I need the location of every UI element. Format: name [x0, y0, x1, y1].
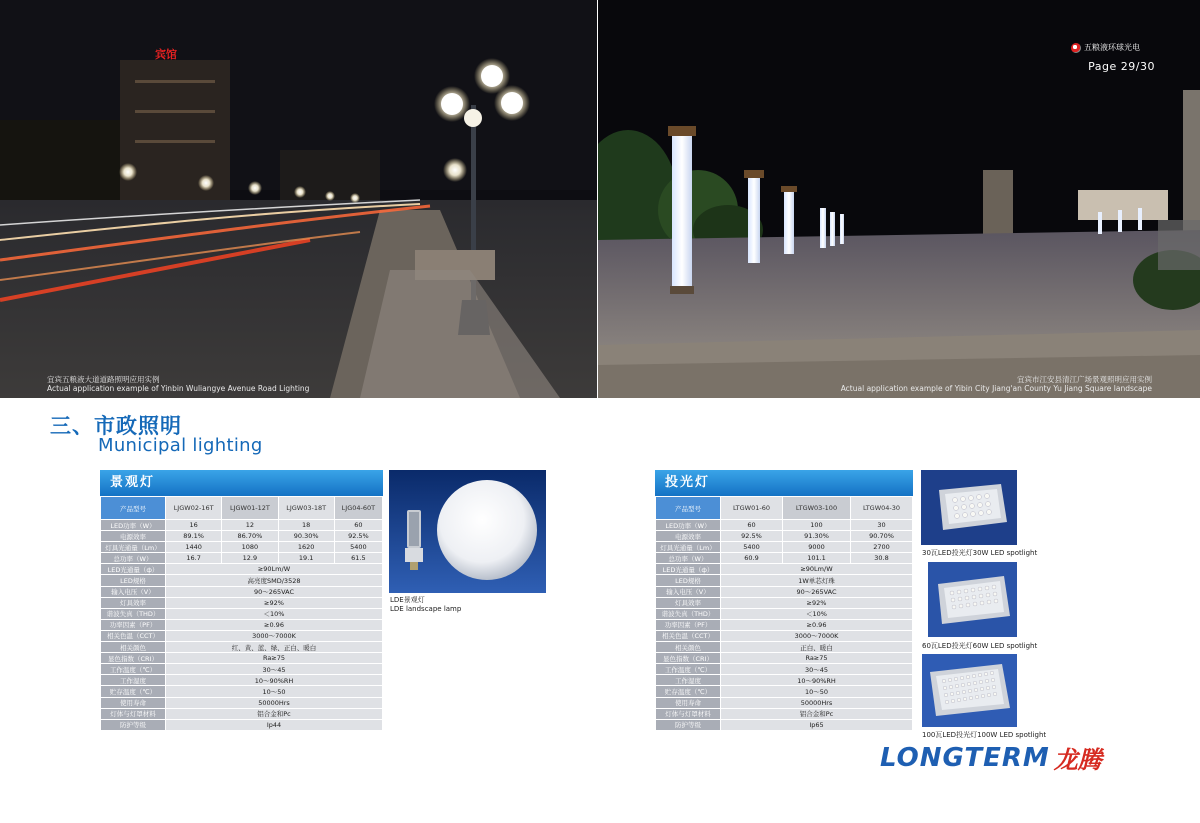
model-cell: LJGW02-16T [166, 497, 222, 520]
row-value: 5400 [334, 542, 382, 553]
row-value: 10～50 [166, 686, 383, 697]
row-label: 灯体与灯罩材料 [101, 708, 166, 719]
table-row [101, 686, 383, 697]
spotlight-30w-image [921, 470, 1017, 545]
header-brand [1071, 42, 1140, 53]
table-row [656, 542, 913, 553]
model-cell: LJGW01-12T [222, 497, 278, 520]
hotel-sign: 宾馆 [155, 48, 177, 61]
right-caption-en: Actual application example of Yibin City Jiang'an County Yu Jiang Square landscape [840, 384, 1152, 393]
model-cell: LJG04-60T [334, 497, 382, 520]
row-value: 90～265VAC [721, 586, 913, 597]
table-row [101, 531, 383, 542]
row-label: 总功率（W） [656, 553, 721, 564]
table-row [656, 619, 913, 630]
spotlight-60w-image [928, 562, 1017, 637]
row-value: 高亮度SMD/3528 [166, 575, 383, 586]
landscape-lamp-caption-en: LDE landscape lamp [390, 605, 462, 613]
logo-text-cn: 龙腾 [1053, 746, 1102, 774]
row-value: 90～265VAC [166, 586, 383, 597]
row-value: 90.70% [851, 531, 913, 542]
row-value: 30 [851, 520, 913, 531]
left-photo-caption [47, 375, 309, 393]
row-label: 工作温度（℃） [101, 664, 166, 675]
table-row [656, 597, 913, 608]
row-value: ＜10% [721, 608, 913, 619]
model-label-cell: 产品型号 [101, 497, 166, 520]
right-caption-cn: 宜宾市江安县清江广场景观照明应用实例 [1017, 375, 1152, 384]
row-value: 30～45 [721, 664, 913, 675]
row-label: LED功率（W） [101, 520, 166, 531]
row-value: 5400 [721, 542, 783, 553]
row-label: 防护等级 [101, 719, 166, 730]
row-label: 功率因素（PF） [656, 619, 721, 630]
row-value: 10～50 [721, 686, 913, 697]
row-label: 谐波失真（THD） [656, 608, 721, 619]
row-value: 3000～7000K [721, 630, 913, 641]
row-label: LED光通量（ф） [656, 564, 721, 575]
table-row [101, 564, 383, 575]
row-value: Ra≥75 [166, 653, 383, 664]
right-photo-caption [841, 375, 1152, 393]
row-label: 电源效率 [101, 531, 166, 542]
row-value: 正白、暖白 [721, 642, 913, 653]
spotlight-60w-caption: 60瓦LED投光灯60W LED spotlight [922, 642, 1038, 650]
row-value: 50000Hrs [721, 697, 913, 708]
row-label: 显色指数（CRI） [101, 653, 166, 664]
section-subtitle: Municipal lighting [98, 435, 263, 456]
row-value: 30～45 [166, 664, 383, 675]
row-value: 92.5% [721, 531, 783, 542]
row-value: 1W单芯灯珠 [721, 575, 913, 586]
row-value: 92.5% [334, 531, 382, 542]
table-row [101, 597, 383, 608]
model-cell: LTGW04-30 [851, 497, 913, 520]
row-value: 30.8 [851, 553, 913, 564]
row-value: ≥0.96 [721, 619, 913, 630]
model-row [101, 497, 383, 520]
table-row [656, 553, 913, 564]
row-label: 输入电压（V） [656, 586, 721, 597]
table-row [656, 575, 913, 586]
row-value: 红、黄、蓝、绿、正白、暖白 [166, 642, 383, 653]
brand-logo-icon [1071, 43, 1081, 53]
table-row [101, 653, 383, 664]
table-row [101, 575, 383, 586]
row-label: 灯具光通量（Lm） [101, 542, 166, 553]
row-value: ≥0.96 [166, 619, 383, 630]
row-value: Ra≥75 [721, 653, 913, 664]
row-label: 灯具光通量（Lm） [656, 542, 721, 553]
row-value: 91.30% [782, 531, 850, 542]
row-label: 使用寿命 [656, 697, 721, 708]
road-lighting-photo [0, 0, 597, 398]
row-value: 1440 [166, 542, 222, 553]
row-value: Ip44 [166, 719, 383, 730]
table-row [101, 642, 383, 653]
section-title: 三、市政照明 [50, 414, 182, 438]
spotlight-table-title: 投光灯 [655, 470, 913, 496]
table-row [101, 708, 383, 719]
row-label: 灯具效率 [101, 597, 166, 608]
row-value: ≥90Lm/W [721, 564, 913, 575]
row-value: 2700 [851, 542, 913, 553]
table-row [101, 664, 383, 675]
row-value: 89.1% [166, 531, 222, 542]
row-value: 50000Hrs [166, 697, 383, 708]
row-label: 显色指数（CRI） [656, 653, 721, 664]
table-row [656, 697, 913, 708]
left-caption-cn: 宜宾五粮液大道道路照明应用实例 [47, 375, 160, 384]
longterm-logo [880, 740, 1102, 775]
spotlight-100w-image [922, 654, 1017, 727]
row-value: 61.5 [334, 553, 382, 564]
table-row [656, 686, 913, 697]
row-value: ≥90Lm/W [166, 564, 383, 575]
landscape-lamp-table-title: 景观灯 [100, 470, 383, 496]
spotlight-100w-caption: 100瓦LED投光灯100W LED spotlight [922, 731, 1047, 739]
table-row [656, 586, 913, 597]
table-row [656, 531, 913, 542]
table-row [101, 520, 383, 531]
row-label: LED规格 [101, 575, 166, 586]
row-label: 工作湿度 [656, 675, 721, 686]
table-row [101, 630, 383, 641]
row-value: 60.9 [721, 553, 783, 564]
row-value: 19.1 [278, 553, 334, 564]
table-row [656, 653, 913, 664]
row-label: 灯体与灯罩材料 [656, 708, 721, 719]
model-label-cell: 产品型号 [656, 497, 721, 520]
table-row [656, 520, 913, 531]
row-value: 101.1 [782, 553, 850, 564]
table-row [101, 675, 383, 686]
row-label: 使用寿命 [101, 697, 166, 708]
table-row [101, 697, 383, 708]
model-cell: LJGW03-18T [278, 497, 334, 520]
row-label: 谐波失真（THD） [101, 608, 166, 619]
model-cell: LTGW01-60 [721, 497, 783, 520]
row-value: 10～90%RH [721, 675, 913, 686]
model-row [656, 497, 913, 520]
row-value: 100 [782, 520, 850, 531]
row-label: 电源效率 [656, 531, 721, 542]
table-row [101, 608, 383, 619]
row-value: 90.30% [278, 531, 334, 542]
row-value: ≥92% [721, 597, 913, 608]
table-row [101, 553, 383, 564]
row-label: 相关颜色 [656, 642, 721, 653]
row-label: 贮存温度（℃） [656, 686, 721, 697]
row-value: ＜10% [166, 608, 383, 619]
row-value: 60 [721, 520, 783, 531]
spotlight-30w-caption: 30瓦LED投光灯30W LED spotlight [922, 549, 1038, 557]
row-value: 铝合金和Pc [721, 708, 913, 719]
landscape-lamp-image [389, 470, 546, 593]
landscape-lamp-caption-cn: LDE景观灯 [390, 596, 425, 604]
model-cell: LTGW03-100 [782, 497, 850, 520]
row-label: 贮存温度（℃） [101, 686, 166, 697]
row-label: LED规格 [656, 575, 721, 586]
row-label: 功率因素（PF） [101, 619, 166, 630]
row-label: LED功率（W） [656, 520, 721, 531]
logo-text-en: LONGTERM [880, 742, 1050, 773]
row-value: ≥92% [166, 597, 383, 608]
table-row [101, 719, 383, 730]
row-value: 1080 [222, 542, 278, 553]
table-row [101, 619, 383, 630]
row-value: 60 [334, 520, 382, 531]
row-label: 相关颜色 [101, 642, 166, 653]
brand-name: 五粮液环球光电 [1084, 43, 1140, 52]
table-row [656, 719, 913, 730]
row-label: LED光通量（ф） [101, 564, 166, 575]
row-label: 灯具效率 [656, 597, 721, 608]
row-value: 86.70% [222, 531, 278, 542]
table-row [656, 608, 913, 619]
table-row [656, 664, 913, 675]
row-value: Ip65 [721, 719, 913, 730]
landscape-lamp-spec-table [100, 470, 383, 731]
row-value: 16.7 [166, 553, 222, 564]
row-label: 总功率（W） [101, 553, 166, 564]
table-row [656, 564, 913, 575]
table-row [101, 542, 383, 553]
row-value: 1620 [278, 542, 334, 553]
table-row [656, 675, 913, 686]
row-label: 工作湿度 [101, 675, 166, 686]
landscape-lamp-caption [390, 596, 461, 614]
row-value: 16 [166, 520, 222, 531]
table-row [656, 642, 913, 653]
left-caption-en: Actual application example of Yinbin Wuliangye Avenue Road Lighting [47, 384, 310, 393]
row-value: 18 [278, 520, 334, 531]
table-row [101, 586, 383, 597]
row-value: 10～90%RH [166, 675, 383, 686]
row-label: 相关色温（CCT） [101, 630, 166, 641]
row-value: 9000 [782, 542, 850, 553]
row-value: 12.9 [222, 553, 278, 564]
row-label: 相关色温（CCT） [656, 630, 721, 641]
row-value: 3000～7000K [166, 630, 383, 641]
row-label: 输入电压（V） [101, 586, 166, 597]
row-label: 防护等级 [656, 719, 721, 730]
spotlight-spec-table [655, 470, 913, 731]
table-row [656, 708, 913, 719]
row-value: 铝合金和Pc [166, 708, 383, 719]
row-value: 12 [222, 520, 278, 531]
page-number: Page 29/30 [1088, 60, 1155, 73]
table-row [656, 630, 913, 641]
row-label: 工作温度（℃） [656, 664, 721, 675]
